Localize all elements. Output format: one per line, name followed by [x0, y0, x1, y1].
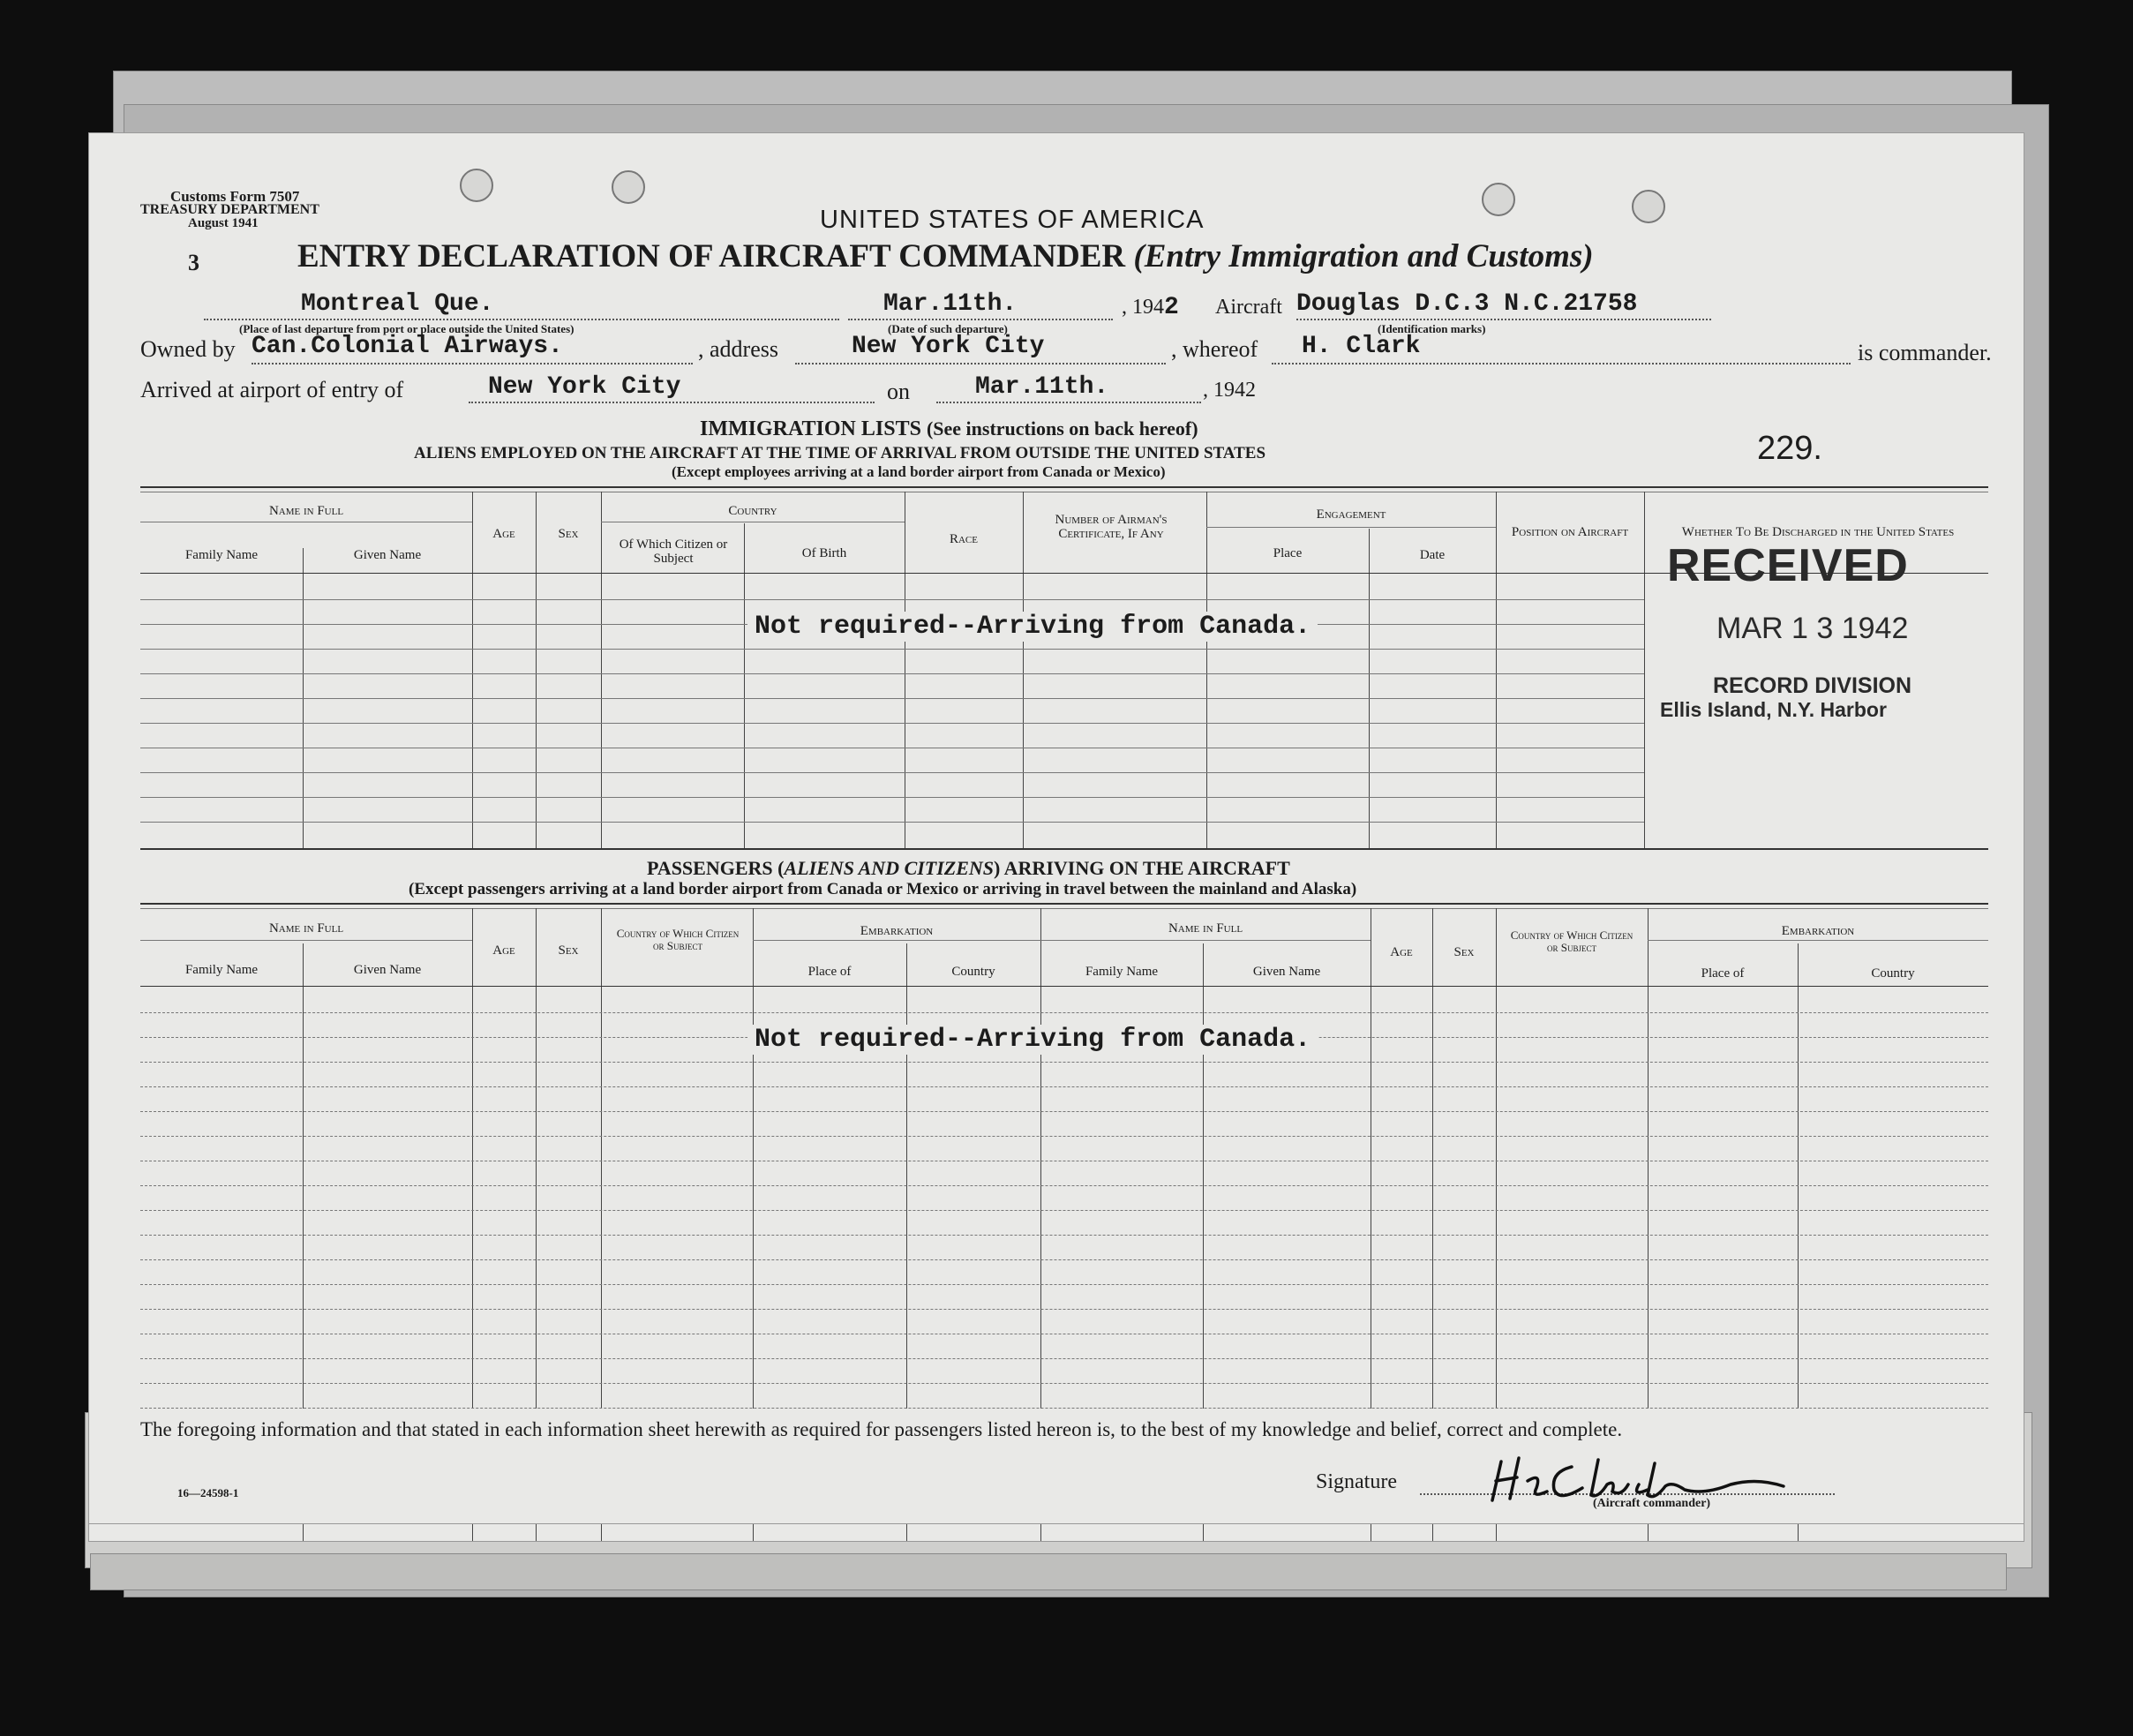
dotted-rule: [936, 402, 1201, 403]
form-title-sub: (Entry Immigration and Customs): [1133, 238, 1594, 274]
table-row-rule: [140, 1309, 1988, 1310]
col-engagement-place: Place: [1273, 546, 1303, 560]
header-rule: [140, 940, 472, 941]
dotted-rule: [1296, 319, 1711, 320]
immigration-title: IMMIGRATION LISTS: [700, 417, 921, 440]
stamp-location: Ellis Island, N.Y. Harbor: [1660, 698, 1887, 721]
dotted-rule: [252, 363, 693, 364]
col-family-name: Family Name: [184, 548, 259, 562]
form-edition: August 1941: [188, 216, 259, 230]
commander-name: H. Clark: [1302, 333, 1421, 360]
table-row-rule: [140, 1383, 1988, 1384]
department: TREASURY DEPARTMENT: [140, 202, 319, 217]
column-divider: [601, 492, 602, 848]
table-rule-bottom: [140, 848, 1988, 850]
immigration-heading: [700, 417, 1198, 441]
table-row-rule: [140, 1235, 1988, 1236]
stamp-received: RECEIVED: [1667, 540, 1909, 591]
back-sheet-bottom-2: [90, 1553, 2007, 1590]
aliens-heading: ALIENS EMPLOYED ON THE AIRCRAFT AT THE TIME OF ARRIVAL FROM OUTSIDE THE UNITED STATES: [414, 444, 1266, 462]
signature-label: Signature: [1316, 1470, 1397, 1493]
owner-name: Can.Colonial Airways.: [252, 333, 563, 360]
p-col-embarkation-2: Embarkation: [1781, 924, 1855, 938]
table-row-rule: [140, 1185, 1988, 1186]
departure-date: Mar.11th.: [883, 290, 1018, 318]
table-row-rule: [140, 673, 1644, 674]
aliens-not-required: Not required--Arriving from Canada.: [747, 612, 1318, 642]
print-code: 16—24598-1: [177, 1486, 239, 1499]
passengers-heading: [647, 857, 1290, 880]
table-row-rule: [140, 797, 1644, 798]
page-number: 3: [188, 250, 199, 275]
arrival-on-label: on: [887, 379, 910, 404]
header-rule: [753, 940, 1040, 941]
punch-hole: [1482, 183, 1515, 216]
col-name-in-full: Name in Full: [268, 504, 344, 518]
dotted-rule: [848, 319, 1113, 320]
form-title: [297, 237, 1594, 275]
p-col-name-in-full-2: Name in Full: [1168, 921, 1243, 936]
owned-by-label: Owned by: [140, 336, 236, 362]
arrival-label: Arrived at airport of entry of: [140, 377, 404, 402]
departure-place: Montreal Que.: [301, 290, 494, 318]
table-row-rule: [140, 1210, 1988, 1211]
col-discharged: Whether To Be Discharged in the United States: [1681, 525, 1955, 539]
is-commander-label: is commander.: [1858, 340, 1992, 365]
arrival-date: Mar.11th.: [975, 373, 1109, 401]
table-row-rule: [140, 1259, 1988, 1260]
table-row-rule: [140, 599, 1644, 600]
col-position: Position on Aircraft: [1511, 525, 1629, 539]
p-col-citizen: Country of Which Citizen or Subject: [616, 927, 740, 952]
arrival-year: , 1942: [1203, 379, 1256, 402]
punch-hole: [460, 169, 493, 202]
column-divider: [472, 492, 473, 848]
year-suffix: 2: [1164, 294, 1179, 321]
table-rule-top: [140, 486, 1988, 488]
table-row-rule: [140, 1136, 1988, 1137]
passengers-heading-start: PASSENGERS (: [647, 857, 785, 879]
table-rule: [140, 908, 1988, 909]
aircraft-label: Aircraft: [1215, 296, 1282, 319]
table-row-rule: [140, 649, 1644, 650]
p-col-given-name-2: Given Name: [1252, 965, 1321, 979]
certification-block: [88, 1409, 2024, 1524]
signature-caption: (Aircraft commander): [1593, 1497, 1711, 1510]
col-citizen: Of Which Citizen or Subject: [619, 537, 728, 566]
col-engagement: Engagement: [1316, 507, 1386, 522]
col-sex: Sex: [558, 527, 579, 541]
header-bottom-rule: [140, 986, 1988, 987]
dotted-rule: [469, 402, 875, 403]
dotted-rule: [1272, 363, 1851, 364]
p-col-family-name-2: Family Name: [1085, 965, 1159, 979]
departure-date-caption: (Date of such departure): [888, 322, 1008, 335]
serial-number: 229.: [1757, 430, 1822, 467]
p-col-sex: Sex: [558, 943, 579, 958]
table-row-rule: [140, 698, 1644, 699]
p-col-country: Country: [951, 965, 995, 979]
p-col-given-name: Given Name: [353, 963, 422, 977]
p-col-embarkation: Embarkation: [860, 924, 934, 938]
table-row-rule: [140, 1012, 1988, 1013]
table-row-rule: [140, 1358, 1988, 1359]
form-sheet: [88, 132, 2024, 1542]
table-row-rule: [140, 822, 1644, 823]
p-col-place-of: Place of: [807, 965, 852, 979]
table-row-rule: [140, 772, 1644, 773]
column-divider: [1369, 529, 1370, 848]
column-divider: [536, 492, 537, 848]
country-title: UNITED STATES OF AMERICA: [820, 206, 1205, 234]
column-divider: [1023, 492, 1024, 848]
p-col-age-2: Age: [1390, 945, 1413, 959]
table-row-rule: [140, 1086, 1988, 1087]
certification-text: The foregoing information and that stated in each information sheet herewith as required for passengers listed hereon is, to the best of my knowledge and belief, correct and complete.: [140, 1418, 1623, 1440]
p-col-age: Age: [492, 943, 515, 958]
col-country: Country: [728, 504, 777, 518]
col-engagement-date: Date: [1419, 548, 1446, 562]
form-number: Customs Form 7507: [170, 188, 300, 205]
col-race: Race: [949, 532, 978, 546]
header-rule: [1648, 940, 1988, 941]
aircraft-identification: Douglas D.C.3 N.C.21758: [1296, 290, 1638, 318]
p-col-place-of-2: Place of: [1701, 966, 1745, 981]
p-col-sex-2: Sex: [1453, 945, 1475, 959]
p-col-citizen-2: Country of Which Citizen or Subject: [1510, 928, 1634, 954]
col-birth: Of Birth: [801, 546, 847, 560]
col-given-name: Given Name: [353, 548, 422, 562]
col-age: Age: [492, 527, 515, 541]
table-row-rule: [140, 1284, 1988, 1285]
form-title-main: ENTRY DECLARATION OF AIRCRAFT COMMANDER: [297, 238, 1126, 274]
departure-year: [1122, 294, 1179, 321]
passengers-not-required: Not required--Arriving from Canada.: [747, 1025, 1318, 1055]
stamp-division: RECORD DIVISION: [1713, 673, 1912, 698]
dotted-rule: [795, 363, 1166, 364]
dotted-rule: [204, 319, 839, 320]
aircraft-caption: (Identification marks): [1378, 322, 1486, 335]
p-col-country-2: Country: [1871, 966, 1915, 981]
immigration-note: (See instructions on back hereof): [926, 417, 1198, 440]
table-row-rule: [140, 1111, 1988, 1112]
aliens-note: (Except employees arriving at a land border airport from Canada or Mexico): [672, 463, 1166, 480]
arrival-airport: New York City: [488, 373, 681, 401]
punch-hole: [612, 170, 645, 204]
departure-place-caption: (Place of last departure from port or place outside the United States): [239, 322, 575, 335]
table-row-rule: [140, 1062, 1988, 1063]
passengers-heading-end: ) ARRIVING ON THE AIRCRAFT: [994, 857, 1290, 879]
address-label: , address: [698, 336, 778, 362]
col-certificate: Number of Airman's Certificate, If Any: [1055, 513, 1168, 541]
year-prefix: , 194: [1122, 296, 1164, 319]
header-rule: [1206, 527, 1496, 528]
table-row-rule: [140, 723, 1644, 724]
table-rule-top: [140, 903, 1988, 905]
punch-hole: [1632, 190, 1665, 223]
passengers-note: (Except passengers arriving at a land border airport from Canada or Mexico or arriving in travel between the mainland and Alaska): [409, 880, 1357, 898]
column-divider: [1644, 492, 1645, 848]
owner-address: New York City: [852, 333, 1045, 360]
p-col-name-in-full: Name in Full: [268, 921, 344, 936]
column-divider: [1206, 492, 1207, 848]
p-col-family-name: Family Name: [184, 963, 259, 977]
column-divider: [1496, 492, 1497, 848]
header-rule: [1040, 940, 1371, 941]
whereof-label: , whereof: [1171, 336, 1258, 362]
passengers-heading-italic: ALIENS AND CITIZENS: [784, 857, 995, 879]
stamp-date: MAR 1 3 1942: [1716, 612, 1909, 645]
